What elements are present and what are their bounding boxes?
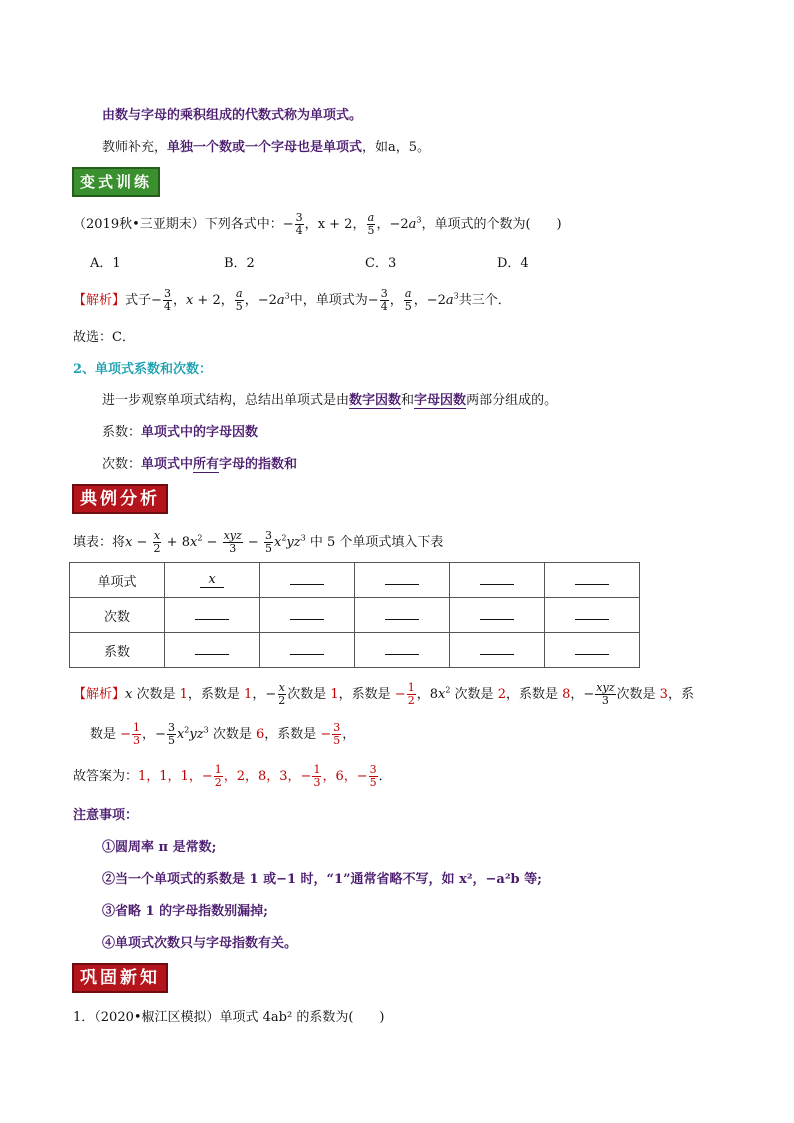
fill-suffix: 中 5 个单项式填入下表 [309,535,444,550]
fill-question: 填表：将x − $\frac{x}{2}$ + $8x^2$ − $\frac{\text{xyz}}{3}$ − $\frac{3}{5}$ $x^2yz^3$ 中 5 个单项式填入下表 [73,529,444,555]
analysis-label: 【解析】 [73,293,126,308]
table-cell [165,598,260,633]
example-analysis-line1: 【解析】x 次数是 1，系数是 1，− $\frac{x}{2}$ 次数是 1，系数是 − $\frac{1}{2}$ ，$8x^2$ 次数是 2，系数是 8，− $\frac{\text{xyz}}{3}$ 次数是 3，系 [73,681,694,707]
first-cell-value: x [208,572,216,587]
q1-stem: （2019秋•三亚期末）下列各式中：− $\frac{3}{4}$ ，x + 2， $\frac{a}{5}$ ，$-2a^3$，单项式的个数为( ) [73,211,562,237]
section2-intro [102,389,557,408]
table-row [70,633,640,668]
q1-option-c: C．3 [365,256,397,271]
note-2: ②当一个单项式的系数是 1 或−1 时，“1”通常省略不写，如 x²，−a²b 等; [102,872,542,887]
table-cell [260,633,355,668]
table-cell [260,563,355,598]
note-1: ①圆周率 π 是常数; [102,840,217,855]
note-4: ④单项式次数只与字母指数有关。 [102,936,298,951]
answer-prefix: 故答案为： [73,769,139,784]
teacher-note-prefix: 教师补充， [102,140,168,155]
q1-analysis-text3: 共三个． [458,293,511,308]
q1-answer: 故选：C． [73,330,135,345]
table-cell [545,563,640,598]
degree-c: 字母的指数和 [219,457,298,472]
coef-text: 单项式中的字母因数 [141,425,259,440]
table-cell [450,633,545,668]
frac-a-5: $\frac{a}{5}$ [367,211,375,237]
q1-prefix: （2019秋•三亚期末）下列各式中： [73,217,283,232]
review-question-1: 1．（2020•椒江区模拟）单项式 4ab² 的系数为( ) [73,1010,385,1025]
table-cell [450,598,545,633]
table-cell [545,633,640,668]
row-label: 单项式 [70,563,165,598]
example-analysis-line2: 数是 − $\frac{1}{3}$ ，− $\frac{3}{5}$ $x^2yz^3$ 次数是 6，系数是 − $\frac{3}{5}$ ， [90,721,356,747]
table-cell [260,598,355,633]
note-3: ③省略 1 的字母指数别漏掉; [102,904,268,919]
degree-def [102,453,297,472]
example-answer: 故答案为：1，1，1，− $\frac{1}{2}$ ，2，8，3，− $\frac{1}{3}$ ，6，− $\frac{3}{5}$ ． [73,763,392,789]
table-cell [355,633,450,668]
teacher-note [102,136,430,155]
table-row [70,563,640,598]
coefficient-def [102,421,258,440]
table-cell [355,598,450,633]
degree-label: 次数： [102,457,142,472]
coef-label: 系数： [102,425,142,440]
fill-prefix: 填表：将 [73,535,126,550]
q1-items: x + 2， [317,217,366,232]
table-cell [355,563,450,598]
teacher-note-bold: 单独一个数或一个字母也是单项式 [167,140,363,155]
table-cell [165,633,260,668]
fill-table [69,562,640,668]
table-cell [545,598,640,633]
analysis-label: 【解析】 [73,687,126,702]
frac-3-4: $\frac{3}{4}$ [295,211,303,237]
badge-example-analysis: 典例分析 [72,484,168,514]
row-label: 次数 [70,598,165,633]
intro-number-factor: 数字因数 [349,393,402,408]
teacher-note-suffix: ，如a，5。 [362,140,431,155]
badge-variant-training: 变式训练 [72,167,160,197]
q1-suffix: ，单项式的个数为( ) [421,217,562,232]
q1-analysis: 【解析】式子− $\frac{3}{4}$ ，x + 2， $\frac{a}{5}$ ，$-2a^3$中，单项式为− $\frac{3}{4}$ ， $\frac{a}{5}$ ，$-2a^3$共三个． [73,287,511,313]
section2-title: 2、单项式系数和次数： [73,362,213,377]
intro-c: 和 [401,393,415,408]
intro-a: 进一步观察单项式结构，总结出单项式是由 [102,393,350,408]
badge-review: 巩固新知 [72,963,168,993]
q1-analysis-text2: 中，单项式为 [289,293,368,308]
table-cell [165,563,260,598]
table-row [70,598,640,633]
q1-option-a: A．1 [90,256,121,271]
definition-text: 由数与字母的乘积组成的代数式称为单项式。 [102,108,363,123]
q1-option-b: B．2 [224,256,255,271]
intro-letter-factor: 字母因数 [414,393,467,408]
q1-analysis-text1: 式子 [125,293,152,308]
degree-a: 单项式中 [141,457,194,472]
table-cell [450,563,545,598]
intro-e: 两部分组成的。 [466,393,558,408]
degree-all: 所有 [193,457,220,472]
notes-title: 注意事项： [73,808,139,823]
q1-option-d: D．4 [497,256,529,271]
row-label: 系数 [70,633,165,668]
